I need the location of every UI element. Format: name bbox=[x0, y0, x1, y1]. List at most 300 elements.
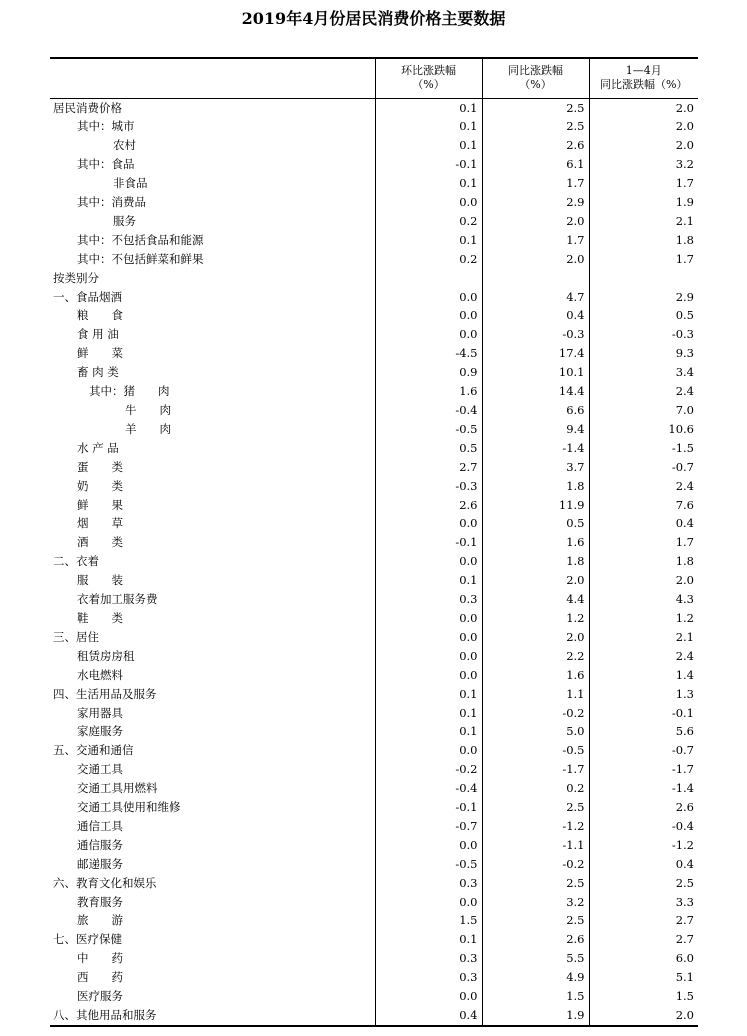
row-label: 酒 类 bbox=[77, 535, 123, 550]
row-label: 牛 肉 bbox=[125, 403, 171, 417]
row-label: 奶 类 bbox=[77, 478, 123, 493]
cell-yoy: -1.4 bbox=[482, 439, 589, 458]
cell-yoy: 5.0 bbox=[482, 722, 589, 741]
row-label-cell bbox=[50, 496, 375, 515]
row-label-cell bbox=[50, 666, 375, 685]
cell-mom: -0.4 bbox=[375, 779, 482, 798]
cell-yoy: 0.4 bbox=[482, 306, 589, 325]
row-label-cell bbox=[50, 874, 375, 893]
cell-mom: 2.6 bbox=[375, 496, 482, 515]
row-label-cell bbox=[50, 136, 375, 155]
row-label: 其中：城市 bbox=[77, 119, 135, 134]
cell-ytd: -1.7 bbox=[589, 760, 698, 779]
header-yoy-line1: 同比涨跌幅 bbox=[508, 64, 563, 78]
cell-mom: 0.0 bbox=[375, 836, 482, 855]
table-row bbox=[50, 250, 698, 269]
table-row bbox=[50, 420, 698, 439]
cell-yoy: 2.5 bbox=[482, 98, 589, 117]
cell-yoy: 9.4 bbox=[482, 420, 589, 439]
cell-ytd: 1.8 bbox=[589, 552, 698, 571]
cell-mom: -0.5 bbox=[375, 420, 482, 439]
cell-mom: 0.3 bbox=[375, 949, 482, 968]
cpi-table bbox=[50, 57, 698, 1027]
cell-yoy: 0.5 bbox=[482, 514, 589, 533]
cell-ytd: 2.0 bbox=[589, 1006, 698, 1026]
row-label: 交通工具用燃料 bbox=[77, 781, 158, 796]
row-label-cell bbox=[50, 212, 375, 231]
cell-yoy: 1.1 bbox=[482, 685, 589, 704]
table-row bbox=[50, 685, 698, 704]
row-label-cell bbox=[50, 590, 375, 609]
table-row bbox=[50, 741, 698, 760]
cell-ytd: 2.0 bbox=[589, 117, 698, 136]
table-row bbox=[50, 836, 698, 855]
cell-mom: 0.1 bbox=[375, 722, 482, 741]
cell-ytd: 0.5 bbox=[589, 306, 698, 325]
cell-mom: 0.1 bbox=[375, 136, 482, 155]
row-label: 八、其他用品和服务 bbox=[53, 1008, 157, 1022]
cell-mom: 0.0 bbox=[375, 741, 482, 760]
table-row bbox=[50, 949, 698, 968]
cell-mom: 0.0 bbox=[375, 893, 482, 912]
row-label: 一、食品烟酒 bbox=[53, 289, 122, 304]
cell-mom: 0.0 bbox=[375, 306, 482, 325]
cell-yoy: 1.8 bbox=[482, 477, 589, 496]
cell-mom: 0.0 bbox=[375, 552, 482, 571]
cell-yoy: 3.2 bbox=[482, 893, 589, 912]
row-label: 鞋 类 bbox=[77, 610, 123, 625]
cell-mom: 0.0 bbox=[375, 325, 482, 344]
table-row bbox=[50, 231, 698, 250]
table-body bbox=[50, 98, 698, 1026]
row-label: 六、教育文化和娱乐 bbox=[53, 875, 157, 890]
cell-ytd: 2.6 bbox=[589, 798, 698, 817]
row-label-cell bbox=[50, 968, 375, 987]
cell-yoy: 2.6 bbox=[482, 930, 589, 949]
cell-mom: -0.5 bbox=[375, 855, 482, 874]
row-label: 服务 bbox=[113, 213, 136, 228]
cell-ytd: 5.1 bbox=[589, 968, 698, 987]
cell-yoy: 2.9 bbox=[482, 193, 589, 212]
table-row bbox=[50, 666, 698, 685]
row-label-cell bbox=[50, 1006, 375, 1026]
table-row bbox=[50, 496, 698, 515]
row-label: 烟 草 bbox=[77, 516, 123, 531]
row-label: 水电燃料 bbox=[77, 667, 123, 682]
cell-mom: 0.0 bbox=[375, 514, 482, 533]
table-row bbox=[50, 817, 698, 836]
cell-mom: 0.1 bbox=[375, 174, 482, 193]
row-label-cell bbox=[50, 855, 375, 874]
cell-yoy: 1.7 bbox=[482, 174, 589, 193]
cell-ytd: 2.4 bbox=[589, 647, 698, 666]
cell-mom: -0.7 bbox=[375, 817, 482, 836]
cell-mom: 0.1 bbox=[375, 231, 482, 250]
cell-ytd: 0.4 bbox=[589, 514, 698, 533]
row-label-cell bbox=[50, 722, 375, 741]
cell-yoy: 2.6 bbox=[482, 136, 589, 155]
cell-ytd: 1.2 bbox=[589, 609, 698, 628]
row-label-cell bbox=[50, 760, 375, 779]
cell-ytd: 1.5 bbox=[589, 987, 698, 1006]
row-label: 蛋 类 bbox=[77, 459, 123, 474]
cell-mom: 0.5 bbox=[375, 439, 482, 458]
cell-ytd: -0.1 bbox=[589, 704, 698, 723]
table-row bbox=[50, 911, 698, 930]
cell-yoy: 2.5 bbox=[482, 117, 589, 136]
row-label: 家用器具 bbox=[77, 705, 123, 720]
cell-yoy: 1.7 bbox=[482, 231, 589, 250]
cell-mom: -4.5 bbox=[375, 344, 482, 363]
cell-mom: -0.4 bbox=[375, 401, 482, 420]
cell-ytd: 2.5 bbox=[589, 874, 698, 893]
cell-ytd: 2.0 bbox=[589, 98, 698, 117]
table-row bbox=[50, 855, 698, 874]
table-row bbox=[50, 344, 698, 363]
table-header-row bbox=[50, 58, 698, 98]
cell-mom: 0.3 bbox=[375, 590, 482, 609]
row-label-cell bbox=[50, 250, 375, 269]
cell-ytd: 1.7 bbox=[589, 533, 698, 552]
cell-mom: -0.2 bbox=[375, 760, 482, 779]
table-row bbox=[50, 401, 698, 420]
cell-mom: 0.0 bbox=[375, 666, 482, 685]
table-row bbox=[50, 117, 698, 136]
row-label: 羊 肉 bbox=[125, 421, 171, 436]
cell-yoy: 4.9 bbox=[482, 968, 589, 987]
row-label-cell bbox=[50, 798, 375, 817]
row-label: 交通工具使用和维修 bbox=[77, 800, 181, 815]
table-row bbox=[50, 590, 698, 609]
row-label-cell bbox=[50, 117, 375, 136]
table-row bbox=[50, 874, 698, 893]
cell-yoy: 4.7 bbox=[482, 288, 589, 307]
row-label: 旅 游 bbox=[77, 913, 123, 928]
cell-ytd: 2.4 bbox=[589, 382, 698, 401]
row-label: 其中：不包括食品和能源 bbox=[77, 232, 204, 247]
cell-yoy bbox=[482, 269, 589, 288]
cell-mom: 0.0 bbox=[375, 193, 482, 212]
table-row bbox=[50, 968, 698, 987]
cell-yoy: 1.9 bbox=[482, 1006, 589, 1026]
cell-mom: 0.3 bbox=[375, 968, 482, 987]
row-label-cell bbox=[50, 685, 375, 704]
row-label: 西 药 bbox=[77, 970, 123, 985]
row-label-cell bbox=[50, 458, 375, 477]
row-label: 五、交通和通信 bbox=[53, 743, 134, 758]
table-row bbox=[50, 514, 698, 533]
row-label: 四、生活用品及服务 bbox=[53, 686, 157, 701]
cell-mom: 0.3 bbox=[375, 874, 482, 893]
cell-mom: 0.0 bbox=[375, 609, 482, 628]
cell-ytd: 1.3 bbox=[589, 685, 698, 704]
row-label-cell bbox=[50, 477, 375, 496]
row-label-cell bbox=[50, 949, 375, 968]
cell-mom: 0.0 bbox=[375, 987, 482, 1006]
row-label-cell bbox=[50, 363, 375, 382]
row-label-cell bbox=[50, 533, 375, 552]
cell-ytd: -1.4 bbox=[589, 779, 698, 798]
row-label: 教育服务 bbox=[77, 894, 123, 909]
table-row bbox=[50, 174, 698, 193]
cell-yoy: -0.5 bbox=[482, 741, 589, 760]
page-title: 2019年4月份居民消费价格主要数据 bbox=[241, 9, 506, 28]
row-label: 二、衣着 bbox=[53, 554, 99, 569]
cell-ytd: 2.4 bbox=[589, 477, 698, 496]
table-row bbox=[50, 647, 698, 666]
table-row bbox=[50, 325, 698, 344]
cell-mom: 0.1 bbox=[375, 704, 482, 723]
row-label-cell bbox=[50, 987, 375, 1006]
cell-mom: 0.1 bbox=[375, 117, 482, 136]
row-label-cell bbox=[50, 344, 375, 363]
table-row bbox=[50, 987, 698, 1006]
cell-yoy: -0.3 bbox=[482, 325, 589, 344]
cell-ytd: 2.1 bbox=[589, 628, 698, 647]
table-row bbox=[50, 893, 698, 912]
cell-ytd: 1.9 bbox=[589, 193, 698, 212]
cell-mom: 0.1 bbox=[375, 98, 482, 117]
header-ytd-line2: 同比涨跌幅（%） bbox=[600, 78, 688, 92]
cell-yoy: 11.9 bbox=[482, 496, 589, 515]
cell-mom: 0.0 bbox=[375, 628, 482, 647]
table-row bbox=[50, 779, 698, 798]
row-label-cell bbox=[50, 836, 375, 855]
cell-ytd: 10.6 bbox=[589, 420, 698, 439]
table-row bbox=[50, 136, 698, 155]
row-label: 通信工具 bbox=[77, 818, 123, 833]
cell-ytd: 9.3 bbox=[589, 344, 698, 363]
cell-mom: 0.1 bbox=[375, 685, 482, 704]
cell-mom: 0.0 bbox=[375, 647, 482, 666]
cell-mom: -0.1 bbox=[375, 798, 482, 817]
cell-ytd: -1.5 bbox=[589, 439, 698, 458]
row-label: 其中：食品 bbox=[77, 157, 135, 172]
cell-yoy: 1.6 bbox=[482, 666, 589, 685]
table-row bbox=[50, 363, 698, 382]
row-label: 鲜 菜 bbox=[77, 346, 123, 361]
row-label-cell bbox=[50, 741, 375, 760]
header-ytd-line1: 1—4月 bbox=[625, 64, 662, 78]
row-label-cell bbox=[50, 552, 375, 571]
cell-yoy: 2.5 bbox=[482, 911, 589, 930]
row-label: 通信服务 bbox=[77, 837, 123, 852]
row-label-cell bbox=[50, 439, 375, 458]
table-row bbox=[50, 930, 698, 949]
cell-mom: 0.4 bbox=[375, 1006, 482, 1026]
cell-ytd: -1.2 bbox=[589, 836, 698, 855]
row-label-cell bbox=[50, 647, 375, 666]
cell-yoy: 2.0 bbox=[482, 628, 589, 647]
cell-yoy: 3.7 bbox=[482, 458, 589, 477]
cell-ytd: 1.8 bbox=[589, 231, 698, 250]
cell-yoy: 6.1 bbox=[482, 155, 589, 174]
header-yoy-line2: （%） bbox=[519, 78, 552, 92]
cell-ytd: 1.4 bbox=[589, 666, 698, 685]
row-label-cell bbox=[50, 193, 375, 212]
row-label: 其中：不包括鲜菜和鲜果 bbox=[77, 251, 204, 266]
row-label-cell bbox=[50, 817, 375, 836]
row-label: 七、医疗保健 bbox=[53, 932, 122, 947]
cell-mom: 0.1 bbox=[375, 571, 482, 590]
row-label: 三、居住 bbox=[53, 629, 99, 644]
cell-yoy: 2.0 bbox=[482, 571, 589, 590]
cell-yoy: -1.1 bbox=[482, 836, 589, 855]
cell-mom: 1.5 bbox=[375, 911, 482, 930]
cell-yoy: 5.5 bbox=[482, 949, 589, 968]
cell-ytd bbox=[589, 269, 698, 288]
cell-ytd: 1.7 bbox=[589, 174, 698, 193]
row-label-cell bbox=[50, 571, 375, 590]
row-label: 交通工具 bbox=[77, 762, 123, 777]
header-mom-line1: 环比涨跌幅 bbox=[401, 64, 456, 78]
row-label: 畜 肉 类 bbox=[77, 365, 119, 380]
row-label: 邮递服务 bbox=[77, 856, 123, 871]
cell-ytd: 2.7 bbox=[589, 930, 698, 949]
row-label-cell bbox=[50, 269, 375, 288]
row-label: 粮 食 bbox=[77, 308, 123, 323]
table-row bbox=[50, 722, 698, 741]
table-row bbox=[50, 155, 698, 174]
cell-ytd: 3.2 bbox=[589, 155, 698, 174]
cell-mom bbox=[375, 269, 482, 288]
header-mom bbox=[375, 58, 482, 98]
row-label-cell bbox=[50, 401, 375, 420]
row-label: 其中：猪 肉 bbox=[89, 384, 170, 399]
cell-yoy: -0.2 bbox=[482, 704, 589, 723]
cell-yoy: 10.1 bbox=[482, 363, 589, 382]
cell-mom: -0.1 bbox=[375, 533, 482, 552]
row-label-cell bbox=[50, 420, 375, 439]
row-label-cell bbox=[50, 325, 375, 344]
cell-yoy: 1.2 bbox=[482, 609, 589, 628]
cell-ytd: -0.3 bbox=[589, 325, 698, 344]
cell-ytd: 0.4 bbox=[589, 855, 698, 874]
row-label-cell bbox=[50, 911, 375, 930]
header-mom-line2: （%） bbox=[412, 78, 445, 92]
cell-mom: 1.6 bbox=[375, 382, 482, 401]
row-label-cell bbox=[50, 382, 375, 401]
table-row bbox=[50, 382, 698, 401]
row-label: 居民消费价格 bbox=[53, 100, 122, 115]
cell-yoy: 1.5 bbox=[482, 987, 589, 1006]
cell-yoy: 4.4 bbox=[482, 590, 589, 609]
cell-ytd: 3.3 bbox=[589, 893, 698, 912]
row-label-cell bbox=[50, 628, 375, 647]
table-row bbox=[50, 760, 698, 779]
cell-yoy: -0.2 bbox=[482, 855, 589, 874]
cell-yoy: 1.8 bbox=[482, 552, 589, 571]
cell-yoy: 6.6 bbox=[482, 401, 589, 420]
cell-mom: 0.2 bbox=[375, 212, 482, 231]
table-row bbox=[50, 306, 698, 325]
cell-ytd: -0.7 bbox=[589, 458, 698, 477]
cell-ytd: 1.7 bbox=[589, 250, 698, 269]
row-label-cell bbox=[50, 98, 375, 117]
cell-yoy: 2.0 bbox=[482, 250, 589, 269]
table-row bbox=[50, 628, 698, 647]
row-label-cell bbox=[50, 288, 375, 307]
cell-mom: 0.0 bbox=[375, 288, 482, 307]
table-row bbox=[50, 212, 698, 231]
row-label-cell bbox=[50, 155, 375, 174]
cell-ytd: 4.3 bbox=[589, 590, 698, 609]
table-row bbox=[50, 704, 698, 723]
row-label: 中 药 bbox=[77, 951, 123, 966]
row-label: 医疗服务 bbox=[77, 989, 123, 1004]
row-label: 其中：消费品 bbox=[77, 195, 146, 210]
row-label-cell bbox=[50, 704, 375, 723]
table-row bbox=[50, 193, 698, 212]
row-label: 食 用 油 bbox=[77, 327, 119, 342]
cell-yoy: 14.4 bbox=[482, 382, 589, 401]
table-row bbox=[50, 798, 698, 817]
row-label-cell bbox=[50, 893, 375, 912]
cell-mom: 2.7 bbox=[375, 458, 482, 477]
table-row bbox=[50, 288, 698, 307]
row-label-cell bbox=[50, 231, 375, 250]
table-row bbox=[50, 98, 698, 117]
cell-yoy: 2.2 bbox=[482, 647, 589, 666]
cell-yoy: 0.2 bbox=[482, 779, 589, 798]
row-label: 服 装 bbox=[77, 573, 123, 588]
cell-yoy: 2.5 bbox=[482, 798, 589, 817]
cell-ytd: 3.4 bbox=[589, 363, 698, 382]
cell-mom: 0.2 bbox=[375, 250, 482, 269]
cell-mom: 0.9 bbox=[375, 363, 482, 382]
table-row bbox=[50, 458, 698, 477]
table-row bbox=[50, 477, 698, 496]
row-label: 水 产 品 bbox=[77, 440, 119, 455]
table-row bbox=[50, 269, 698, 288]
table-row bbox=[50, 609, 698, 628]
row-label-cell bbox=[50, 609, 375, 628]
cell-ytd: 7.0 bbox=[589, 401, 698, 420]
header-yoy bbox=[482, 58, 589, 98]
row-label-cell bbox=[50, 306, 375, 325]
cell-yoy: 2.0 bbox=[482, 212, 589, 231]
cell-yoy: 1.6 bbox=[482, 533, 589, 552]
row-label-cell bbox=[50, 514, 375, 533]
table-row bbox=[50, 439, 698, 458]
cell-yoy: -1.2 bbox=[482, 817, 589, 836]
table-row bbox=[50, 552, 698, 571]
cell-yoy: 17.4 bbox=[482, 344, 589, 363]
row-label-cell bbox=[50, 930, 375, 949]
row-label: 家庭服务 bbox=[77, 724, 123, 739]
cell-ytd: 7.6 bbox=[589, 496, 698, 515]
row-label: 非食品 bbox=[113, 176, 148, 191]
row-label: 鲜 果 bbox=[77, 497, 123, 512]
cell-ytd: -0.7 bbox=[589, 741, 698, 760]
cell-mom: 0.1 bbox=[375, 930, 482, 949]
row-label: 租赁房房租 bbox=[77, 648, 135, 663]
cell-yoy: 2.5 bbox=[482, 874, 589, 893]
table-row bbox=[50, 571, 698, 590]
header-label-column bbox=[50, 58, 375, 98]
cell-yoy: -1.7 bbox=[482, 760, 589, 779]
cell-ytd: 2.0 bbox=[589, 136, 698, 155]
row-label: 按类别分 bbox=[53, 270, 99, 285]
cell-mom: -0.1 bbox=[375, 155, 482, 174]
cell-ytd: 2.9 bbox=[589, 288, 698, 307]
row-label-cell bbox=[50, 779, 375, 798]
row-label-cell bbox=[50, 174, 375, 193]
table-row bbox=[50, 1006, 698, 1026]
cell-ytd: 2.1 bbox=[589, 212, 698, 231]
cell-ytd: 2.0 bbox=[589, 571, 698, 590]
cell-ytd: 5.6 bbox=[589, 722, 698, 741]
